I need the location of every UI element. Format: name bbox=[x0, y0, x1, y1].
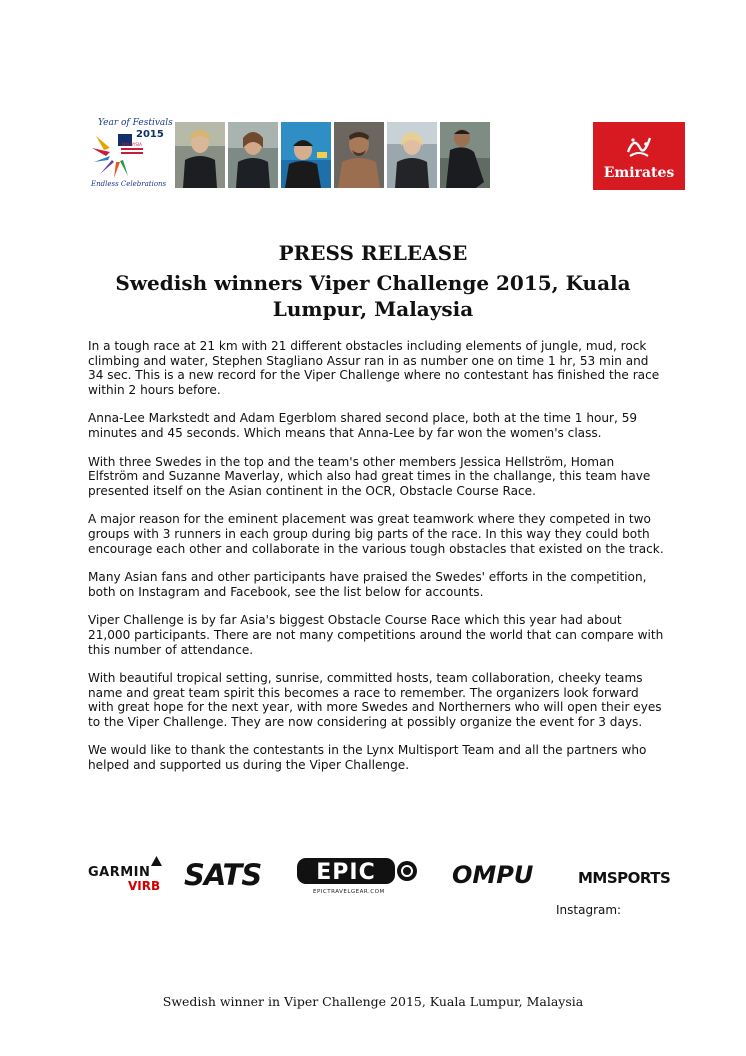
athlete-photo bbox=[334, 122, 384, 188]
body-paragraph: With three Swedes in the top and the team's other members Jessica Hellström, Homan Elfström and Suzanne Maverlay, which also had great times in the challange, this team have presented itself on the Asian continent in the OCR, Obstacle Course Race. bbox=[88, 454, 651, 498]
garmin-virb-logo bbox=[88, 856, 164, 896]
title-line: Lumpur, Malaysia bbox=[272, 297, 474, 321]
emirates-wordmark: Emirates bbox=[603, 165, 675, 181]
epic-wordmark: EPIC bbox=[316, 860, 376, 885]
garmin-triangle-icon bbox=[151, 856, 162, 866]
body-paragraph: With beautiful tropical setting, sunrise, committed hosts, team collaboration, cheeky teams name and great team spirit this becomes a race to remember. The organizers look forward with great hope for the next year, with more Swedes and Northerners who will open their eyes to the Viper Challenge. They are now considering at possibly organize the event for 3 days. bbox=[88, 671, 662, 729]
body-paragraph: Viper Challenge is by far Asia's biggest Obstacle Course Race which this year had about 21,000 participants. There are not many competitions around the world that can compare with this number of attendance. bbox=[88, 613, 664, 657]
epic-url: EPICTRAVELGEAR.COM bbox=[313, 889, 385, 895]
athlete-photo bbox=[281, 122, 331, 188]
festival-year: 2015 bbox=[136, 129, 164, 140]
festival-tagline: Endless Celebrations bbox=[91, 180, 167, 188]
body-paragraph: In a tough race at 21 km with 21 different obstacles including elements of jungle, mud, rock climbing and water, Stephen Stagliano Assur ran in as number one on time 1 hr, 53 min and 34 sec. This is a new record for the Viper Challenge where no contestant has finished the race within 2 hours before. bbox=[88, 339, 660, 397]
instagram-label: Instagram: bbox=[556, 903, 622, 917]
athlete-photo bbox=[175, 122, 225, 188]
mm-sports-logo: MMSPORTS bbox=[578, 869, 671, 887]
athlete-photo bbox=[228, 122, 278, 188]
emirates-calligraphy-icon bbox=[593, 130, 685, 164]
press-release-title bbox=[60, 270, 686, 322]
epic-travel-gear-logo bbox=[295, 855, 420, 899]
body-paragraph: We would like to thank the contestants in the Lynx Multisport Team and all the partners who helped and supported us during the Viper Challenge. bbox=[88, 743, 647, 773]
header-image-strip bbox=[88, 118, 686, 190]
emirates-logo bbox=[593, 122, 685, 190]
sats-logo: SATS bbox=[184, 858, 262, 892]
virb-wordmark: VIRB bbox=[128, 879, 161, 893]
press-release-body bbox=[88, 339, 664, 787]
athlete-photo bbox=[440, 122, 490, 188]
festival-script-title: Year of Festivals bbox=[98, 118, 173, 128]
ompu-logo: OMPU bbox=[452, 861, 534, 889]
year-of-festivals-logo bbox=[88, 118, 173, 190]
press-release-heading: PRESS RELEASE bbox=[278, 241, 468, 265]
body-paragraph: Many Asian fans and other participants have praised the Swedes' efforts in the competition, both on Instagram and Facebook, see the list below for accounts. bbox=[88, 570, 647, 599]
body-paragraph: A major reason for the eminent placement was great teamwork where they competed in two groups with 3 runners in each group during big parts of the race. In this way they could both encourage each other and collaborate in the various tough obstacles that existed on the track. bbox=[88, 512, 664, 556]
body-paragraph: Anna-Lee Markstedt and Adam Egerblom shared second place, both at the time 1 hour, 59 minutes and 45 seconds. Which means that Anna-Lee by far won the women's class. bbox=[88, 411, 638, 440]
festival-country: MALAYSIA bbox=[122, 142, 142, 147]
garmin-wordmark: GARMIN bbox=[88, 865, 151, 880]
athlete-photo bbox=[387, 122, 437, 188]
page-footer: Swedish winner in Viper Challenge 2015, Kuala Lumpur, Malaysia bbox=[162, 994, 584, 1009]
title-line: Swedish winners Viper Challenge 2015, Kuala bbox=[115, 271, 631, 295]
sponsor-logos bbox=[88, 852, 688, 902]
